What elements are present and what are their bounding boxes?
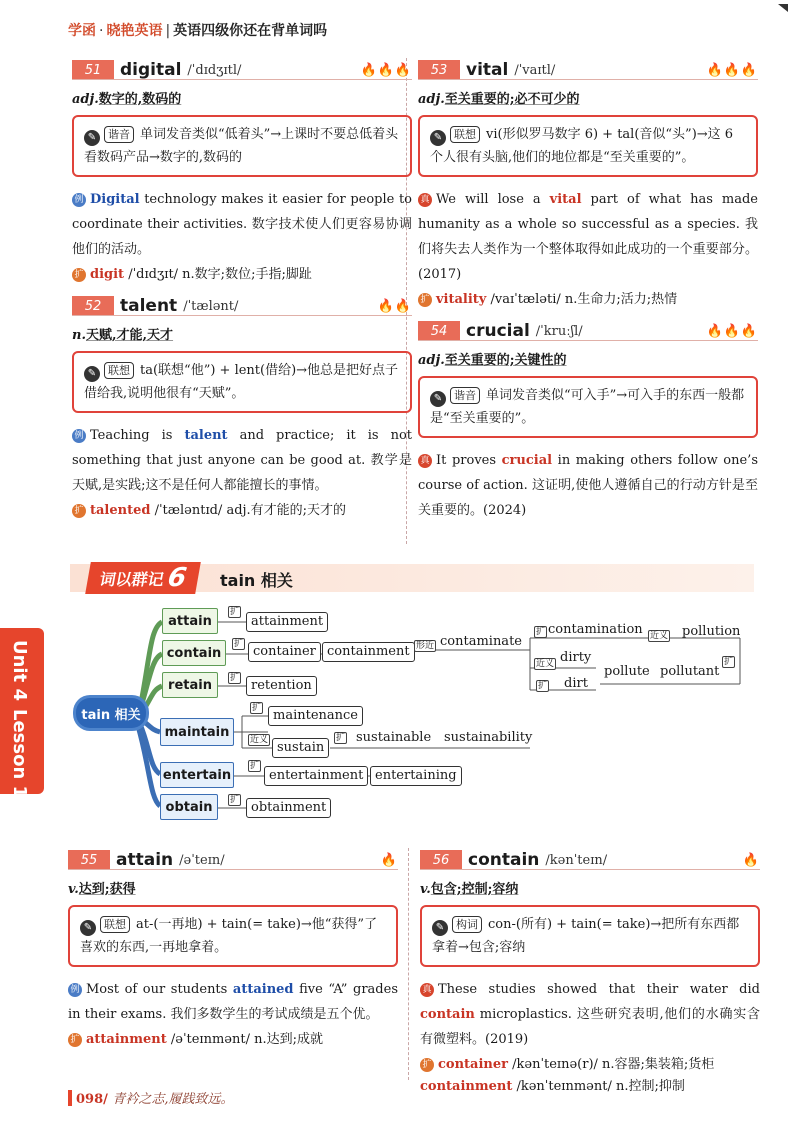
example-icon: 例 <box>68 983 82 997</box>
memory-tip-box <box>72 115 412 177</box>
entry-number: 53 <box>418 60 460 80</box>
exam-icon: 真 <box>418 454 432 468</box>
word-contaminate: contaminate <box>440 634 522 649</box>
definition: v.达到;获得 <box>68 882 136 897</box>
extend-icon: 扩 <box>72 504 86 518</box>
memo-text: ta(联想“他”) + lent(借给)→他总是把好点子借给我,说明他很有“天赋”。 <box>84 363 399 401</box>
definition: adj.至关重要的;关键性的 <box>418 353 567 368</box>
word-sustain: sustain <box>272 738 329 758</box>
syn-tag: 近义 <box>650 631 669 641</box>
phonetic: /əˈteɪn/ <box>179 852 225 868</box>
example-sentence: 例 Most of our students attained five “A” grades in their exams. 我们多数学生的考试成绩是五个优。 <box>68 982 398 1022</box>
word-entertaining: entertaining <box>370 766 462 786</box>
extend-icon: 扩 <box>68 1033 82 1047</box>
memo-text: 单词发音类似“可入手”→可入手的东西一般都是“至关重要的”。 <box>430 388 745 426</box>
headword: attain <box>116 850 174 870</box>
entry-header-crucial <box>418 319 758 343</box>
mind-map-root: tain 相关 <box>76 698 146 728</box>
entry-number: 54 <box>418 321 460 341</box>
lightbulb-icon: ✎ <box>430 391 446 407</box>
node-retain: retain <box>162 672 218 698</box>
lightbulb-icon: ✎ <box>84 366 100 382</box>
brand-a: 学函 <box>68 23 96 39</box>
entry-number: 56 <box>420 850 462 870</box>
example-icon: 例 <box>72 193 86 207</box>
word-contamination: contamination <box>548 622 643 637</box>
memo-text: 单词发音类似“低着头”→上课时不要总低着头看数码产品→数字的,数码的 <box>84 127 399 165</box>
word-pollution: pollution <box>682 624 741 639</box>
book-title: 英语四级你还在背单词吗 <box>173 23 328 39</box>
lightbulb-icon: ✎ <box>430 130 446 146</box>
memory-tip-box <box>420 905 760 967</box>
memory-tip-box <box>418 115 758 177</box>
word-dirty: dirty <box>560 650 592 665</box>
entry-header-talent <box>72 294 412 318</box>
word-retention: retention <box>246 676 317 696</box>
page-header: 学函 · 晓艳英语 | 英语四级你还在背单词吗 <box>68 23 328 39</box>
node-attain: attain <box>162 608 218 634</box>
phonetic: /ˈdɪdʒɪtl/ <box>187 62 242 78</box>
exam-icon: 真 <box>420 983 434 997</box>
entry-number: 52 <box>72 296 114 316</box>
example-sentence: 例 Digital technology makes it easier for people to coordinate their activities. 数字技术使人们更容易协调他们的活动。 <box>72 192 412 257</box>
syn-tag: 近义 <box>536 659 555 669</box>
section-label: 词以群记 6 <box>85 562 201 594</box>
phonetic: /ˈtælənt/ <box>183 298 239 314</box>
ext-tag: 扩 <box>336 733 346 743</box>
ext-tag: 扩 <box>250 761 260 771</box>
node-obtain: obtain <box>160 794 218 820</box>
page-footer <box>68 1088 234 1107</box>
headword: contain <box>468 850 540 870</box>
phonetic: /kənˈteɪn/ <box>545 852 608 868</box>
flame-rating-icon: 🔥🔥🔥 <box>360 62 412 78</box>
derivative: 扩 vitality /vaɪˈtæləti/ n.生命力;活力;热情 <box>418 289 758 311</box>
entry-number: 55 <box>68 850 110 870</box>
ext-tag: 扩 <box>538 681 548 691</box>
word-attainment: attainment <box>246 612 328 632</box>
word-maintenance: maintenance <box>268 706 363 726</box>
entry-header-vital <box>418 58 758 82</box>
exam-icon: 真 <box>418 193 432 207</box>
unit-tab-text: Unit 4Lesson 1 <box>9 640 30 799</box>
example-sentence: 真 It proves crucial in making others follow one’s course of action. 这证明,使他人遵循自己的行动方针是至关重要的。(2024) <box>418 453 758 518</box>
word-sustainable: sustainable <box>356 730 432 745</box>
node-contain: contain <box>162 640 226 666</box>
branch-obtain <box>138 726 160 806</box>
shape-similar-tag: 形近 <box>416 641 435 651</box>
ext-tag: 扩 <box>252 703 262 713</box>
definition: n.天赋,才能,天才 <box>72 328 174 343</box>
definition: adj.数字的,数码的 <box>72 92 182 107</box>
brand-b: 晓艳英语 <box>106 23 163 39</box>
phonetic: /ˈkruːʃl/ <box>535 323 583 339</box>
word-containment: containment <box>322 642 415 662</box>
entry-header-contain <box>420 848 760 872</box>
left-column <box>72 58 412 530</box>
headword: talent <box>120 296 178 316</box>
example-sentence: 例 Teaching is talent and practice; it is not something that just anyone can be good at. 教学是天赋,是实践;这不是任何人都能擅长的事情。 <box>72 428 412 493</box>
lightbulb-icon: ✎ <box>80 920 96 936</box>
entry-number: 51 <box>72 60 114 80</box>
headword: digital <box>120 60 182 80</box>
memory-tip-box <box>68 905 398 967</box>
definition: v.包含;控制;容纳 <box>420 882 519 897</box>
page-number: 098/ <box>76 1092 108 1107</box>
derivative: 扩 digit /ˈdɪdʒɪt/ n.数字;数位;手指;脚趾 <box>72 264 412 286</box>
memo-tag: 谐音 <box>450 387 480 404</box>
word-obtainment: obtainment <box>246 798 331 818</box>
extend-icon: 扩 <box>420 1058 434 1072</box>
word-sustainability: sustainability <box>444 730 533 745</box>
lightbulb-icon: ✎ <box>432 920 448 936</box>
ext-tag: 扩 <box>230 607 240 617</box>
right-column <box>418 58 758 525</box>
headword: crucial <box>466 321 530 341</box>
ext-tag: 扩 <box>234 639 244 649</box>
example-sentence: 真 We will lose a vital part of what has made humanity as a whole so successful as a species. 我们将失去人类作为一个整体取得如此成功的一个重要部分。(2017) <box>418 192 758 282</box>
ext-tag: 扩 <box>536 627 546 637</box>
memo-text: at-(一再地) + tain(= take)→他“获得”了喜欢的东西,一再地拿着。 <box>80 917 378 955</box>
phonetic: /ˈvaɪtl/ <box>514 62 556 78</box>
memo-text: vi(形似罗马数字 6) + tal(音似“头”)→这 6 个人很有头脑,他们的地位都是“至关重要的”。 <box>430 127 734 165</box>
entry-header-attain <box>68 848 398 872</box>
node-entertain: entertain <box>160 762 234 788</box>
definition: adj.至关重要的;必不可少的 <box>418 92 580 107</box>
memory-tip-box <box>72 351 412 413</box>
derivative: 扩 talented /ˈtæləntɪd/ adj.有才能的;天才的 <box>72 500 412 522</box>
derivative: 扩 container /kənˈteɪnə(r)/ n.容器;集装箱;货柜 containment /kənˈteɪnmənt/ n.控制;抑制 <box>420 1057 715 1094</box>
flame-rating-icon: 🔥🔥🔥 <box>706 62 758 78</box>
footer-bar <box>68 1090 72 1106</box>
ext-tag: 扩 <box>724 657 734 667</box>
memory-tip-box <box>418 376 758 438</box>
footer-motto: 青衿之志,履践致远。 <box>112 1092 234 1107</box>
example-sentence: 真 These studies showed that their water did contain microplastics. 这些研究表明,他们的水确实含有微塑料。(2019) <box>420 982 760 1047</box>
word-container: container <box>248 642 321 662</box>
extend-icon: 扩 <box>418 293 432 307</box>
node-maintain: maintain <box>160 718 234 746</box>
extend-icon: 扩 <box>72 268 86 282</box>
word-entertainment: entertainment <box>264 766 368 786</box>
memo-tag: 谐音 <box>104 126 134 143</box>
memo-text: con-(所有) + tain(= take)→把所有东西都拿着→包含;容纳 <box>432 917 740 955</box>
ext-tag: 扩 <box>230 673 240 683</box>
word-pollute: pollute <box>604 664 650 679</box>
section-title: tain 相关 <box>220 571 293 590</box>
flame-rating-icon: 🔥🔥 <box>377 298 412 314</box>
column-divider <box>408 848 409 1080</box>
memo-tag: 联想 <box>450 126 480 143</box>
ext-tag: 扩 <box>230 795 240 805</box>
flame-rating-icon: 🔥🔥🔥 <box>706 323 758 339</box>
right-column-bottom <box>420 848 760 1098</box>
entry-header-digital <box>72 58 412 82</box>
lightbulb-icon: ✎ <box>84 130 100 146</box>
derivative: 扩 attainment /əˈteɪnmənt/ n.达到;成就 <box>68 1029 398 1051</box>
example-icon: 例 <box>72 429 86 443</box>
word-pollutant: pollutant <box>660 664 720 679</box>
flame-rating-icon: 🔥 <box>380 852 398 868</box>
memo-tag: 构词 <box>452 916 482 933</box>
section-number: 6 <box>165 563 189 593</box>
headword: vital <box>466 60 509 80</box>
left-column-bottom <box>68 848 398 1059</box>
corner-mark <box>778 4 788 12</box>
flame-rating-icon: 🔥 <box>742 852 760 868</box>
memo-tag: 联想 <box>100 916 130 933</box>
memo-tag: 联想 <box>104 362 134 379</box>
syn-tag: 近义 <box>250 735 269 745</box>
mind-map <box>0 598 800 834</box>
word-dirt: dirt <box>564 676 588 691</box>
